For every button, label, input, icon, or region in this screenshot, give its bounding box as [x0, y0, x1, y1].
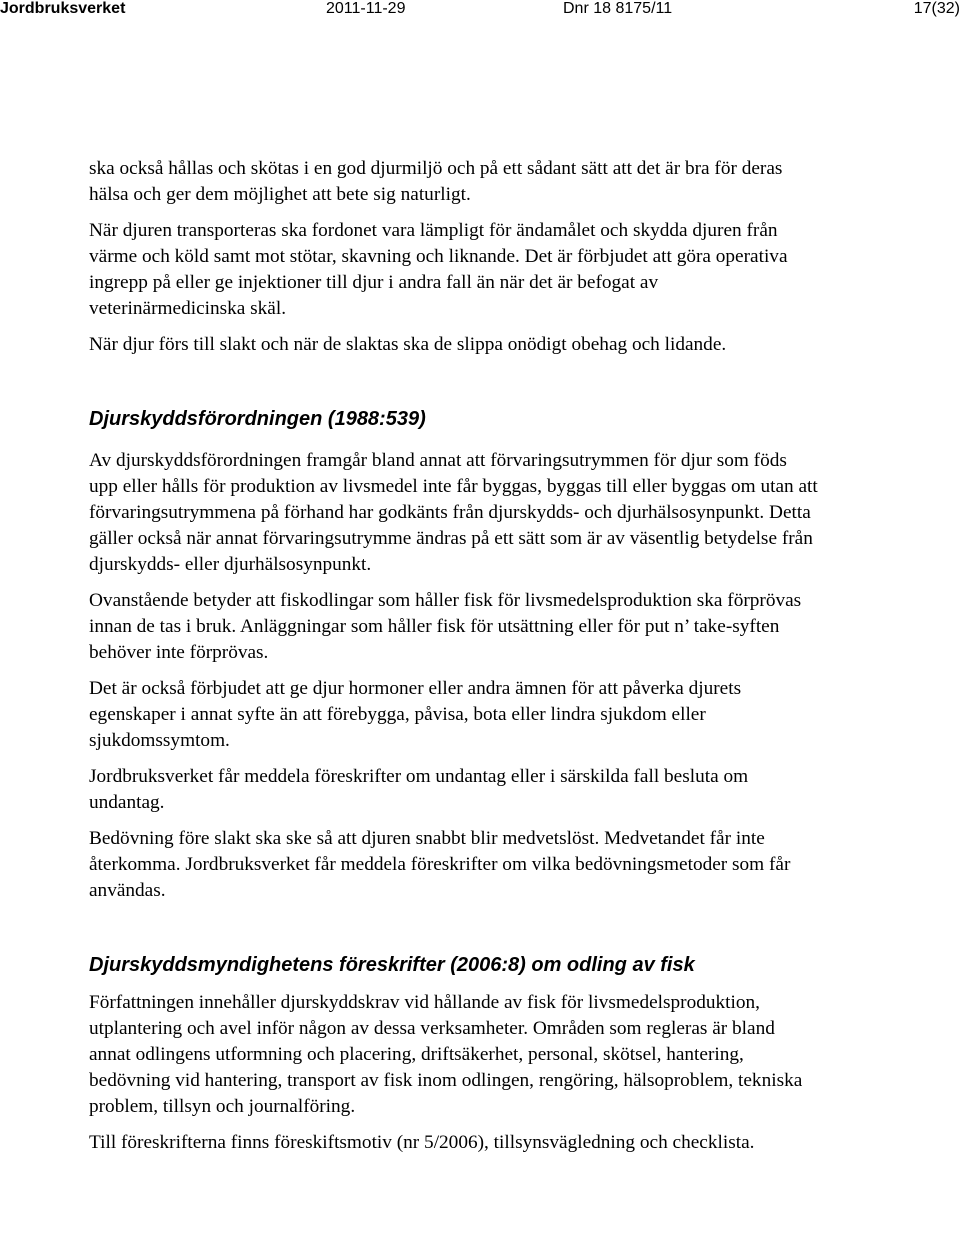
section2-paragraph-1: Författningen innehåller djurskyddskrav vid hållande av fisk för livsmedelsproduktion, utplantering och avel inför någon av dessa verksamheter. Områden som regleras är bland annat odlingens utformning och placering, driftsäkerhet, personal, skötsel, hantering, bedövning vid hantering, transport av fisk inom odlingen, rengöring, hälsoproblem, tekniska problem, tillsyn och journalföring. — [89, 992, 803, 1117]
page-header — [0, 0, 960, 20]
section1-paragraph-2: Ovanstående betyder att fiskodlingar som håller fisk för livsmedelsproduktion ska förprövas innan de tas i bruk. Anläggningar som håller fisk för utsättning eller för put n’ take-syften behöver inte förprövas. — [89, 590, 802, 663]
section1-paragraph-1: Av djurskyddsförordningen framgår bland annat att förvaringsutrymmen för djur som föds upp eller hålls för produktion av livsmedel inte får byggas, byggas till eller byggas om utan att förvaringsutrymmena på förhand har godkänts från djurskydds- och djurhälsosynpunkt. Detta gäller också när annat förvaringsutrymme ändras på ett sätt som är av väsentlig betydelse från djurskydds- eller djurhälsosynpunkt. — [89, 450, 818, 575]
section1-paragraph-5: Bedövning före slakt ska ske så att djuren snabbt blir medvetslöst. Medvetandet får inte återkomma. Jordbruksverket får meddela föreskrifter om vilka bedövningsmetoder som får användas. — [89, 828, 791, 901]
section-heading-djurskyddsforordningen: Djurskyddsförordningen (1988:539) — [89, 408, 426, 430]
section1-paragraph-3: Det är också förbjudet att ge djur hormoner eller andra ämnen för att påverka djurets egenskaper i annat syfte än att förebygga, påvisa, bota eller lindra sjukdom eller sjukdomssymtom. — [89, 678, 742, 751]
section-heading-djurskyddsmyndighetens-foreskrifter: Djurskyddsmyndighetens föreskrifter (2006:8) om odling av fisk — [89, 954, 695, 976]
document-body — [89, 156, 829, 1156]
intro-paragraph-1: ska också hållas och skötas i en god djurmiljö och på ett sådant sätt att det är bra för deras hälsa och ger dem möjlighet att bete sig naturligt. — [89, 158, 783, 205]
section2-paragraph-2: Till föreskrifterna finns föreskiftsmotiv (nr 5/2006), tillsynsvägledning och checklista. — [89, 1132, 755, 1153]
header-page-number: 17(32) — [913, 0, 960, 17]
intro-paragraph-3: När djur förs till slakt och när de slaktas ska de slippa onödigt obehag och lidande. — [89, 334, 727, 355]
header-organization: Jordbruksverket — [0, 0, 126, 17]
intro-paragraph-2: När djuren transporteras ska fordonet vara lämpligt för ändamålet och skydda djuren från värme och köld samt mot stötar, skavning och liknande. Det är förbjudet att göra operativa ingrepp på eller ge injektioner till djur i andra fall än när det är befogat av veterinärmedicinska skäl. — [89, 220, 788, 319]
section1-paragraph-4: Jordbruksverket får meddela föreskrifter om undantag eller i särskilda fall besluta om undantag. — [89, 766, 749, 813]
header-date: 2011-11-29 — [326, 0, 406, 17]
header-reference: Dnr 18 8175/11 — [563, 0, 673, 17]
